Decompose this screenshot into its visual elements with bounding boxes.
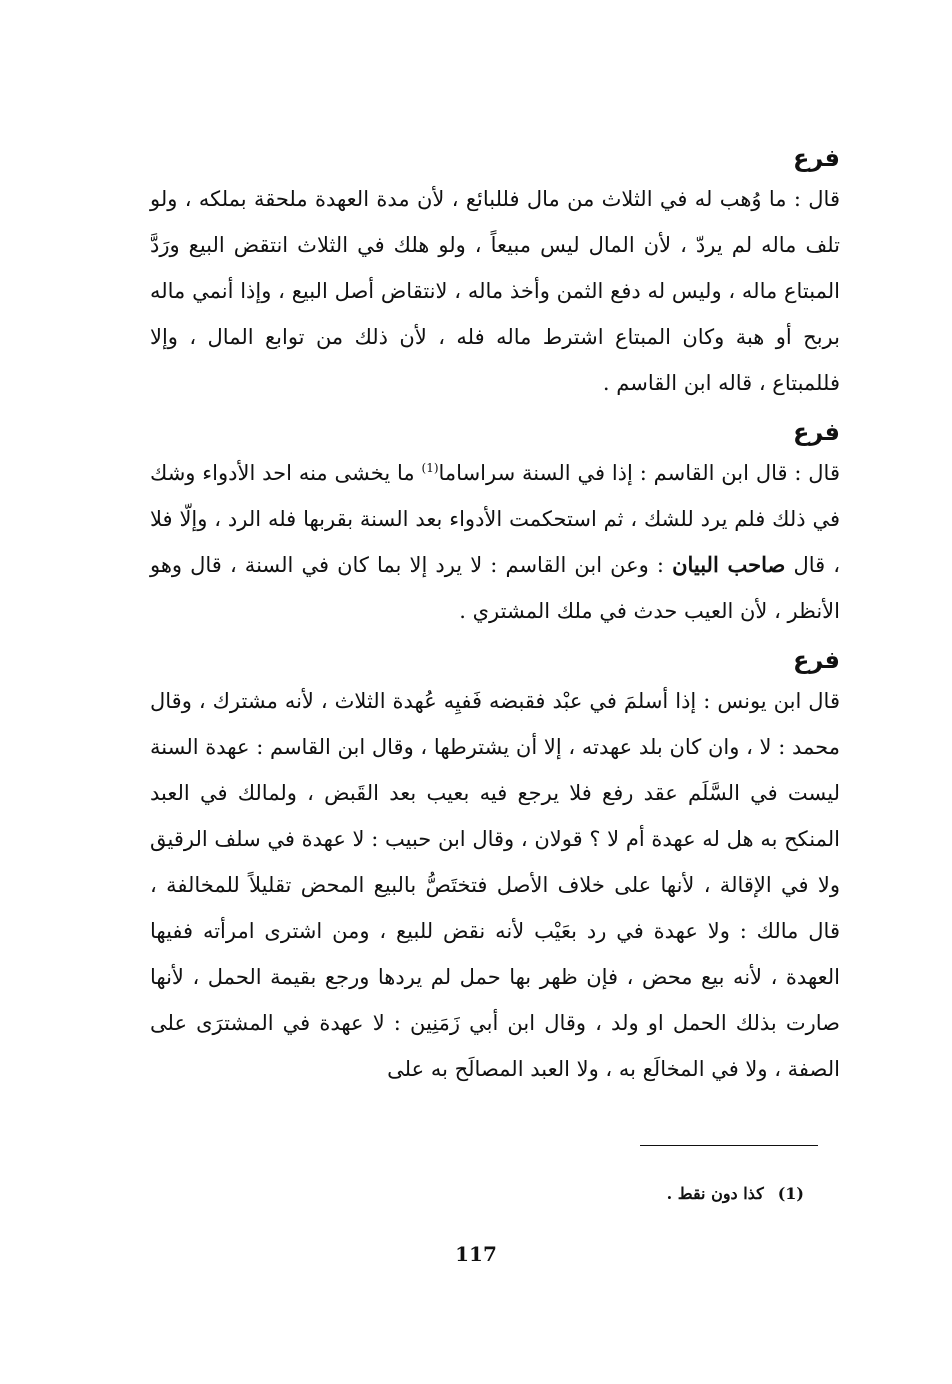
section-1-paragraph <box>150 176 840 406</box>
text-line: البيع ، وإذا أنمي ماله بربح أو هبة وكان المبتاع اشترط ماله فله ، لأن ذلك من <box>150 279 840 349</box>
footnote-divider <box>640 1145 818 1146</box>
section-heading: فرع <box>792 418 840 446</box>
paragraph-text: ما يخشى منه احد الأدواء وشك في ذلك فلم يرد للشك ، ثم استحكمت الأدواء بعد السنة بقربها فله الرد ، وإلّا فلا ، قال <box>150 461 841 577</box>
section-3-paragraph: قال ابن يونس : إذا أسلمَ في عبْد فقبضه فَفيِه عُهدة الثلاث ، لأنه مشترك ، وقال محمد : لا ، وان كان بلد عهدته ، إلا أن يشترطها ، وقال ابن القاسم : عهدة السنة ليست في السَّلَم عقد رفع فلا يرجع فيه بعيب بعد القَبض ، ولمالك في العبد المنكح به هل له عهدة أم لا ؟ قولان ، وقال ابن حبيب : لا عهدة في سلف الرقيق ولا في الإقالة ، لأنها على خلاف الأصل فتختَصُّ بالبيع المحض تقليلاً للمخالفة ، قال مالك : ولا عهدة في رد بعَيْب لأنه نقض للبيع ، ومن اشترى امرأته ففيها العهدة ، لأنه بيع محض ، فإن ظهر بها حمل لم يردها ورجع بقيمة الحمل ، لأنها صارت بذلك الحمل او ولد ، وقال ابن أبي زَمَنِين : لا عهدة في المشترَى على الصفة ، ولا في المخالَع به ، ولا العبد المصالَح به على <box>150 689 840 1081</box>
paragraph-text: : وعن ابن القاسم : لا يرد إلا بما كان في السنة ، قال وهو الأنظر ، لأن العيب حدث في ملك المشتري . <box>150 553 840 623</box>
section-2 <box>150 414 840 634</box>
paragraph-text: قال : قال ابن القاسم : إذا في السنة سراساما <box>438 461 840 485</box>
page-number: 117 <box>455 1242 497 1266</box>
section-2-paragraph <box>150 450 840 634</box>
footnote-marker[interactable]: (1) <box>421 461 439 475</box>
footnote <box>667 1182 804 1206</box>
text-line: توابع المال ، وإلا فللمبتاع ، قاله ابن القاسم . <box>150 325 840 395</box>
footnote-text: كذا دون نقط . <box>666 1184 764 1203</box>
text-line: انتقض البيع ورَدَّ المبتاع ماله ، وليس له دفع الثمن وأخذ ماله ، لانتقاض أصل <box>150 233 840 303</box>
page-body <box>150 140 840 1100</box>
section-heading: فرع <box>792 144 840 172</box>
section-3 <box>150 642 840 1092</box>
text-line: قال : ما وُهب له في الثلاث من مال فللبائع ، لأن مدة العهدة ملحقة <box>253 187 840 211</box>
bold-source-name: صاحب البيان <box>672 552 786 577</box>
text-line: بملكه ، ولو تلف ماله لم يردّ ، لأن المال ليس مبيعاً ، ولو هلك في الثلاث <box>150 187 840 257</box>
section-1 <box>150 140 840 406</box>
section-heading: فرع <box>792 646 840 674</box>
footnote-number: (1) <box>777 1184 804 1203</box>
